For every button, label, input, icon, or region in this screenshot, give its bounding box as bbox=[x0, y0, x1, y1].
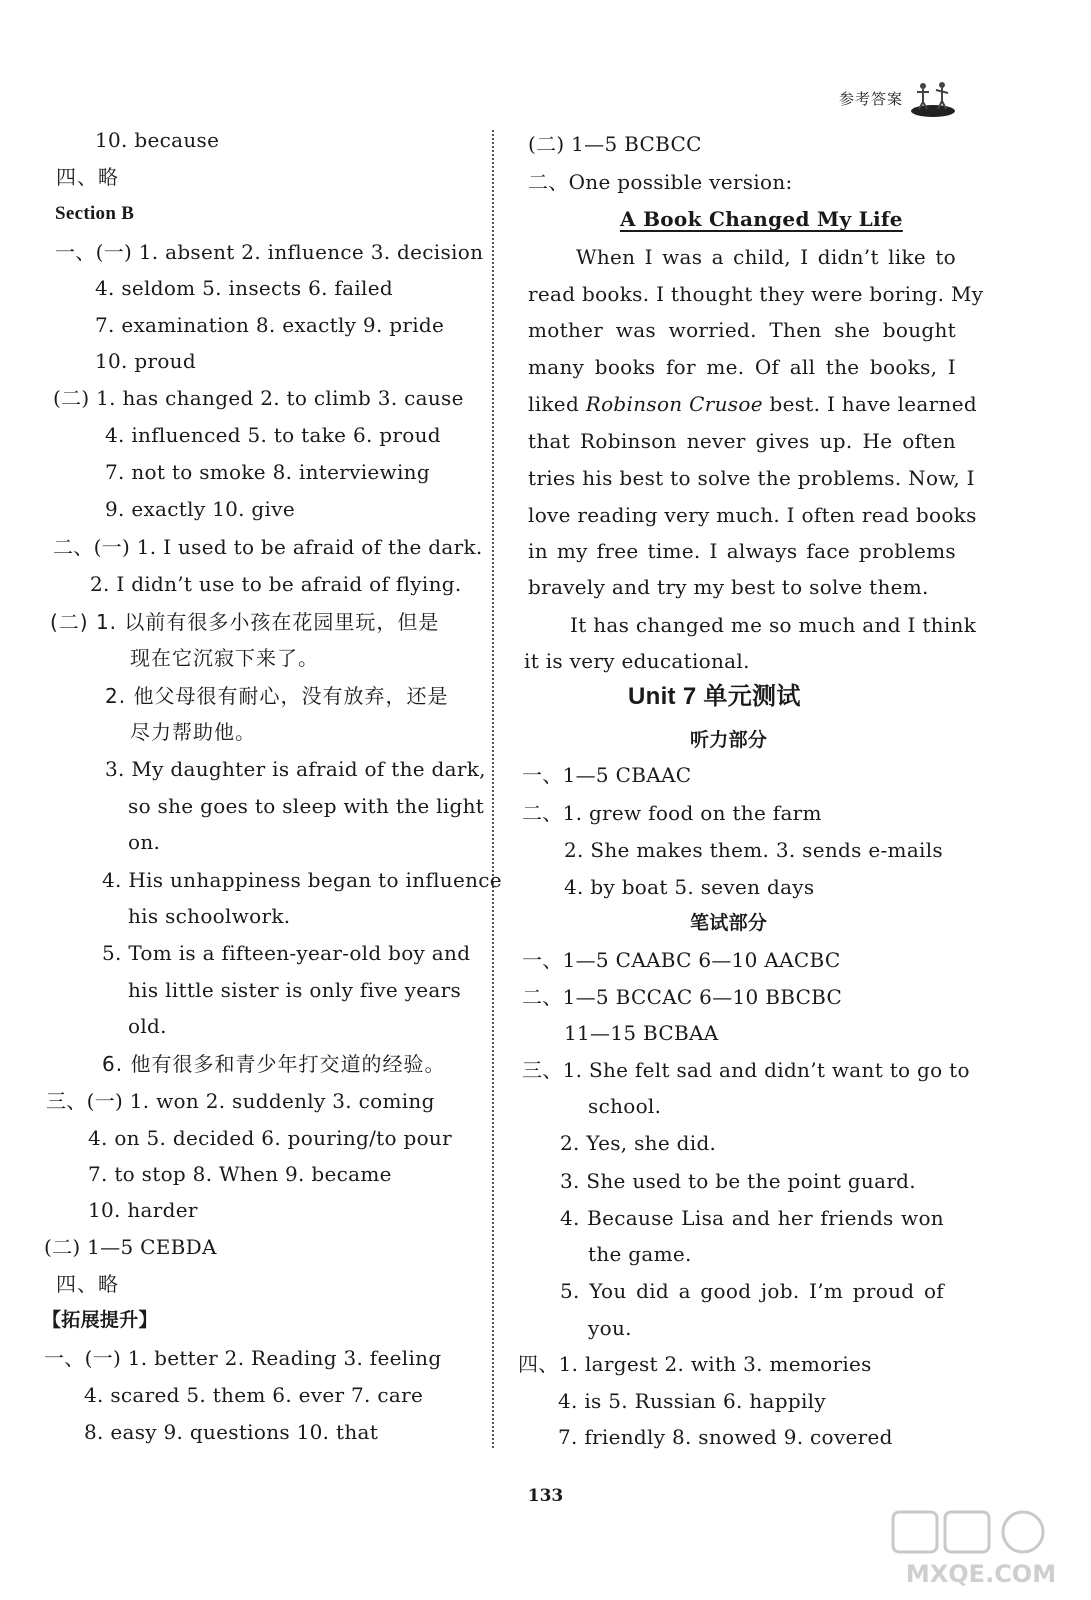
watermark-logo-icon bbox=[883, 1506, 1079, 1592]
answer-line: 4. Because Lisa and her friends won bbox=[560, 1206, 944, 1230]
section-b-heading: Section B bbox=[55, 203, 135, 224]
essay-line: mother was worried. Then she bought bbox=[528, 318, 956, 342]
page-number: 133 bbox=[527, 1486, 564, 1506]
answer-line: 5. You did a good job. I’m proud of bbox=[560, 1279, 944, 1303]
answer-line: his little sister is only five years bbox=[128, 978, 462, 1002]
section-heading: 四、略 bbox=[56, 165, 119, 189]
answer-line: 11—15 BCBAA bbox=[564, 1021, 719, 1045]
answer-line: 二、1—5 BCCAC 6—10 BBCBC bbox=[522, 985, 843, 1009]
answer-line: 4. seldom 5. insects 6. failed bbox=[95, 276, 393, 300]
section-heading: 四、略 bbox=[56, 1272, 119, 1296]
answer-line: 8. easy 9. questions 10. that bbox=[84, 1420, 379, 1444]
answer-line: 9. exactly 10. give bbox=[105, 497, 295, 521]
answer-line: (二) 1. has changed 2. to climb 3. cause bbox=[53, 386, 464, 410]
answer-line: 7. not to smoke 8. interviewing bbox=[105, 460, 430, 484]
answer-line: the game. bbox=[588, 1242, 692, 1266]
answer-line: 7. examination 8. exactly 9. pride bbox=[95, 313, 445, 337]
answer-line: on. bbox=[128, 830, 161, 854]
essay-line: When I was a child, I didn’t like to bbox=[576, 245, 956, 269]
answer-line: 4. scared 5. them 6. ever 7. care bbox=[84, 1383, 424, 1407]
answer-line: 一、1—5 CAABC 6—10 AACBC bbox=[522, 948, 841, 972]
answer-line: 4. influenced 5. to take 6. proud bbox=[105, 423, 441, 447]
answer-line: 4. by boat 5. seven days bbox=[564, 875, 815, 899]
answer-line: 10. proud bbox=[95, 349, 196, 373]
essay-text: liked bbox=[528, 392, 586, 416]
answer-line: 三、(一) 1. won 2. suddenly 3. coming bbox=[46, 1089, 435, 1113]
essay-line: love reading very much. I often read books bbox=[528, 503, 977, 527]
answer-line: 现在它沉寂下来了。 bbox=[130, 646, 319, 670]
running-header bbox=[839, 78, 957, 118]
answer-line: 4. is 5. Russian 6. happily bbox=[558, 1389, 826, 1413]
column-divider bbox=[492, 130, 494, 1448]
essay-line: bravely and try my best to solve them. bbox=[528, 575, 929, 599]
answer-line: 5. Tom is a fifteen-year-old boy and bbox=[102, 941, 471, 965]
answer-line: 7. to stop 8. When 9. became bbox=[88, 1162, 392, 1186]
answer-line: old. bbox=[128, 1014, 167, 1038]
answer-line: 2. 他父母很有耐心，没有放弃，还是 bbox=[105, 684, 449, 708]
answer-line: 一、(一) 1. absent 2. influence 3. decision bbox=[55, 240, 484, 264]
essay-line: read books. I thought they were boring. My bbox=[528, 282, 984, 306]
answer-line: (二) 1—5 CEBDA bbox=[44, 1235, 217, 1259]
essay-line: tries his best to solve the problems. Now, I bbox=[528, 466, 975, 490]
answer-line: 3. My daughter is afraid of the dark, bbox=[105, 757, 486, 781]
essay-line: It has changed me so much and I think bbox=[570, 613, 977, 637]
answer-line: 四、1. largest 2. with 3. memories bbox=[518, 1352, 872, 1376]
essay-line: it is very educational. bbox=[524, 649, 750, 673]
answer-line: 10. harder bbox=[88, 1198, 198, 1222]
book-title: Robinson Crusoe bbox=[585, 392, 763, 416]
header-label: 参考答案 bbox=[838, 89, 903, 108]
answer-line: you. bbox=[588, 1316, 632, 1340]
essay-text: best. I have learned bbox=[762, 392, 977, 416]
answer-line: 二、One possible version: bbox=[528, 170, 793, 194]
essay-title: A Book Changed My Life bbox=[620, 207, 903, 231]
answer-line: 二、(一) 1. I used to be afraid of the dark. bbox=[53, 535, 483, 559]
answer-line: his schoolwork. bbox=[128, 904, 291, 928]
essay-line bbox=[528, 392, 977, 416]
answer-line: (二) 1—5 BCBCC bbox=[528, 132, 702, 156]
answer-line: 10. because bbox=[95, 128, 220, 152]
unit-heading: Unit 7 单元测试 bbox=[628, 683, 801, 710]
answer-line: 7. friendly 8. snowed 9. covered bbox=[558, 1425, 893, 1449]
essay-line: that Robinson never gives up. He often bbox=[528, 429, 956, 453]
answer-line: 一、1—5 CBAAC bbox=[522, 763, 692, 787]
answer-line: 一、(一) 1. better 2. Reading 3. feeling bbox=[44, 1346, 442, 1370]
extension-heading: 【拓展提升】 bbox=[42, 1309, 158, 1331]
answer-line: 6. 他有很多和青少年打交道的经验。 bbox=[102, 1052, 446, 1076]
answer-line: 3. She used to be the point guard. bbox=[560, 1169, 916, 1193]
listening-heading: 听力部分 bbox=[690, 729, 768, 751]
watermark-text: MXQE.COM bbox=[905, 1560, 1057, 1588]
answer-line: 二、1. grew food on the farm bbox=[522, 801, 822, 825]
answer-line: (二) 1. 以前有很多小孩在花园里玩，但是 bbox=[50, 610, 440, 634]
essay-line: many books for me. Of all the books, I bbox=[528, 355, 956, 379]
essay-line: in my free time. I always face problems bbox=[528, 539, 956, 563]
writing-heading: 笔试部分 bbox=[690, 912, 768, 934]
answer-line: 2. Yes, she did. bbox=[560, 1131, 717, 1155]
answer-line: 尽力帮助他。 bbox=[130, 720, 256, 744]
answer-line: so she goes to sleep with the light bbox=[128, 794, 485, 818]
answer-line: 2. I didn’t use to be afraid of flying. bbox=[90, 572, 462, 596]
answer-line: school. bbox=[588, 1094, 662, 1118]
answer-line: 2. She makes them. 3. sends e-mails bbox=[564, 838, 943, 862]
answer-line: 4. on 5. decided 6. pouring/to pour bbox=[88, 1126, 452, 1150]
answer-line: 三、1. She felt sad and didn’t want to go to bbox=[522, 1058, 970, 1082]
answer-line: 4. His unhappiness began to influence bbox=[102, 868, 502, 892]
reading-figures-icon bbox=[909, 78, 957, 118]
